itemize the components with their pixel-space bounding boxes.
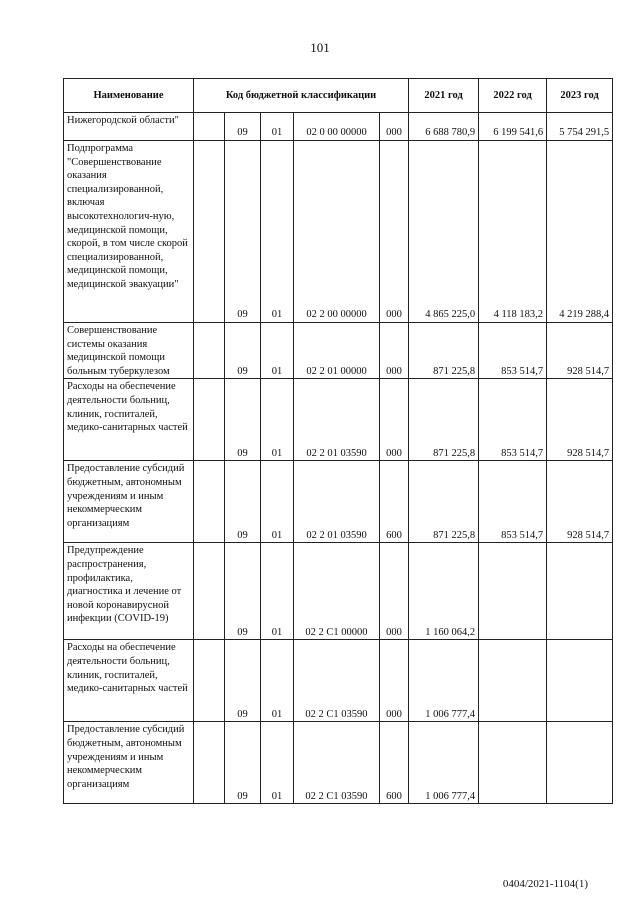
- header-code: Код бюджетной классификации: [194, 79, 409, 113]
- row-value-2022: 4 118 183,2: [479, 141, 547, 323]
- page-number: 101: [310, 40, 330, 55]
- row-section-code: 09: [225, 461, 261, 543]
- row-name: Совершенствование системы оказания медицинской помощи больным туберкулезом: [64, 323, 194, 379]
- row-target-code: 02 2 01 00000: [294, 323, 380, 379]
- row-expense-type-code: 000: [380, 113, 409, 141]
- row-expense-type-code: 600: [380, 461, 409, 543]
- row-value-2023: [547, 722, 613, 804]
- row-section-code: 09: [225, 543, 261, 640]
- row-value-2021: 1 160 064,2: [409, 543, 479, 640]
- row-empty-cell: [194, 141, 225, 323]
- row-value-2021: 871 225,8: [409, 461, 479, 543]
- table-row: [64, 379, 613, 461]
- row-empty-cell: [194, 543, 225, 640]
- row-target-code: 02 2 00 00000: [294, 141, 380, 323]
- row-value-2022: [479, 640, 547, 722]
- row-name: Предупреждение распространения, профилактика, диагностика и лечение от новой коронавирусной инфекции (COVID-19): [64, 543, 194, 640]
- row-value-2023: [547, 640, 613, 722]
- row-value-2022: 6 199 541,6: [479, 113, 547, 141]
- header-name: Наименование: [64, 79, 194, 113]
- row-subsection-code: 01: [261, 323, 294, 379]
- table-row: [64, 113, 613, 141]
- row-subsection-code: 01: [261, 141, 294, 323]
- row-subsection-code: 01: [261, 113, 294, 141]
- row-target-code: 02 2 C1 00000: [294, 543, 380, 640]
- table-row: [64, 640, 613, 722]
- row-value-2022: [479, 543, 547, 640]
- row-subsection-code: 01: [261, 461, 294, 543]
- row-value-2023: 5 754 291,5: [547, 113, 613, 141]
- row-subsection-code: 01: [261, 722, 294, 804]
- row-expense-type-code: 000: [380, 323, 409, 379]
- header-2022: 2022 год: [479, 79, 547, 113]
- row-value-2022: 853 514,7: [479, 323, 547, 379]
- row-subsection-code: 01: [261, 379, 294, 461]
- row-value-2021: 6 688 780,9: [409, 113, 479, 141]
- row-section-code: 09: [225, 141, 261, 323]
- row-section-code: 09: [225, 640, 261, 722]
- row-expense-type-code: 000: [380, 640, 409, 722]
- row-subsection-code: 01: [261, 543, 294, 640]
- row-target-code: 02 2 01 03590: [294, 461, 380, 543]
- row-section-code: 09: [225, 722, 261, 804]
- row-target-code: 02 2 C1 03590: [294, 722, 380, 804]
- row-value-2023: 928 514,7: [547, 323, 613, 379]
- table-row: [64, 141, 613, 323]
- row-value-2023: [547, 543, 613, 640]
- header-2023: 2023 год: [547, 79, 613, 113]
- budget-table: [63, 78, 613, 804]
- row-name: Расходы на обеспечение деятельности больниц, клиник, госпиталей, медико-санитарных частей: [64, 379, 194, 461]
- row-empty-cell: [194, 461, 225, 543]
- row-value-2022: 853 514,7: [479, 461, 547, 543]
- row-value-2023: 928 514,7: [547, 379, 613, 461]
- row-section-code: 09: [225, 323, 261, 379]
- row-name: Расходы на обеспечение деятельности больниц, клиник, госпиталей, медико-санитарных частей: [64, 640, 194, 722]
- table-row: [64, 543, 613, 640]
- row-section-code: 09: [225, 113, 261, 141]
- row-name: Подпрограмма "Совершенствование оказания специализированной, включая высокотехнологич-ную, медицинской помощи, скорой, в том числе скорой специализированной, медицинской помощи, медицинской эвакуации": [64, 141, 194, 323]
- row-expense-type-code: 600: [380, 722, 409, 804]
- row-target-code: 02 0 00 00000: [294, 113, 380, 141]
- row-subsection-code: 01: [261, 640, 294, 722]
- row-empty-cell: [194, 323, 225, 379]
- row-empty-cell: [194, 722, 225, 804]
- row-expense-type-code: 000: [380, 543, 409, 640]
- row-target-code: 02 2 C1 03590: [294, 640, 380, 722]
- row-value-2021: 1 006 777,4: [409, 640, 479, 722]
- row-value-2022: 853 514,7: [479, 379, 547, 461]
- row-empty-cell: [194, 379, 225, 461]
- row-empty-cell: [194, 113, 225, 141]
- document-code: 0404/2021-1104(1): [502, 878, 588, 890]
- table-row: [64, 722, 613, 804]
- row-expense-type-code: 000: [380, 379, 409, 461]
- row-name: Предоставление субсидий бюджетным, автономным учреждениям и иным некоммерческим организациям: [64, 461, 194, 543]
- header-2021: 2021 год: [409, 79, 479, 113]
- row-value-2023: 928 514,7: [547, 461, 613, 543]
- table-header-row: [64, 79, 613, 113]
- row-expense-type-code: 000: [380, 141, 409, 323]
- row-name: Нижегородской области": [64, 113, 194, 141]
- row-value-2023: 4 219 288,4: [547, 141, 613, 323]
- row-value-2021: 4 865 225,0: [409, 141, 479, 323]
- row-section-code: 09: [225, 379, 261, 461]
- row-empty-cell: [194, 640, 225, 722]
- row-value-2021: 871 225,8: [409, 379, 479, 461]
- table-row: [64, 323, 613, 379]
- row-value-2022: [479, 722, 547, 804]
- row-value-2021: 1 006 777,4: [409, 722, 479, 804]
- row-target-code: 02 2 01 03590: [294, 379, 380, 461]
- row-value-2021: 871 225,8: [409, 323, 479, 379]
- table-row: [64, 461, 613, 543]
- row-name: Предоставление субсидий бюджетным, автономным учреждениям и иным некоммерческим организациям: [64, 722, 194, 804]
